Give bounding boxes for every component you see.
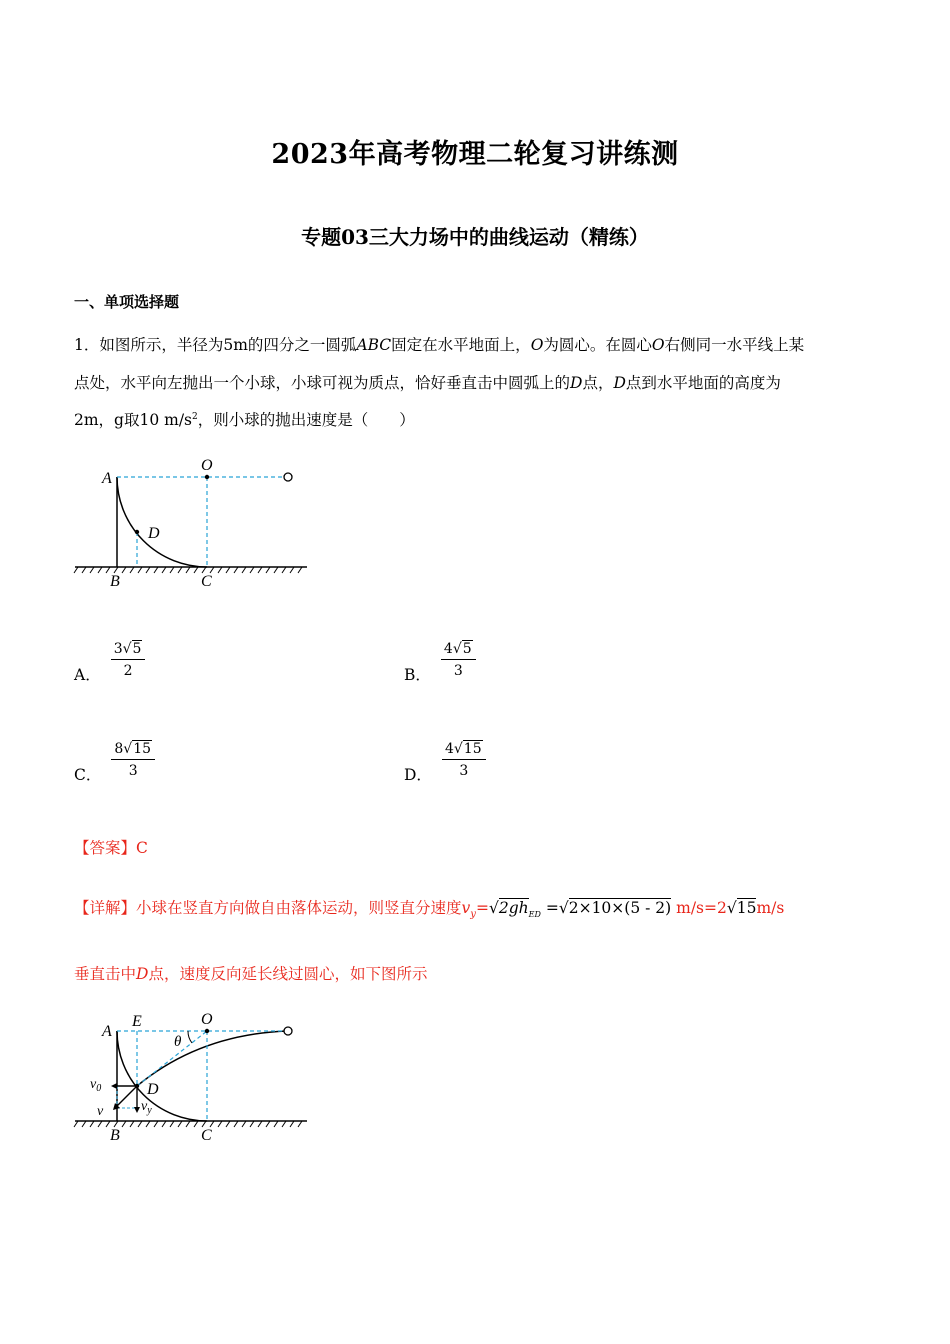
- label-C: C: [201, 1127, 212, 1144]
- label-D: D: [147, 1081, 159, 1098]
- label-B: B: [110, 573, 120, 590]
- option-a[interactable]: A． $\frac{3√5}{2}$: [74, 635, 145, 685]
- question-line-3: 2m，g取10 $m/s^2$，则小球的抛出速度是（ ）: [74, 411, 415, 429]
- answer-line: 【答案】C: [74, 839, 148, 857]
- question-line-2: 点处，水平向左抛出一个小球，小球可视为质点，恰好垂直击中圆弧上的D点，D点到水平地面的高度为: [74, 374, 781, 392]
- label-A: A: [102, 1023, 112, 1040]
- section-heading: 一、单项选择题: [74, 293, 180, 311]
- label-O: O: [201, 1011, 213, 1028]
- formula-sqrt-15: √15: [726, 899, 757, 917]
- label-theta: θ: [174, 1034, 182, 1050]
- label-v: v: [97, 1104, 104, 1119]
- label-E: E: [132, 1013, 142, 1030]
- label-A: A: [102, 470, 112, 487]
- label-B: B: [110, 1127, 120, 1144]
- figure-2-diagram: [70, 1006, 315, 1151]
- formula-sqrt-numeric: √2×10×(5 - 2): [558, 899, 672, 917]
- page-title: 2023年高考物理二轮复习讲练测: [271, 139, 679, 170]
- formula-sqrt-2gh: $√2gh_{ED}$: [488, 899, 541, 920]
- label-D: D: [148, 525, 160, 542]
- explanation-line-2: 垂直击中D点，速度反向延长线过圆心，如下图所示: [74, 965, 428, 983]
- page-subtitle: 专题03三大力场中的曲线运动（精练）: [301, 225, 649, 249]
- explanation-line-1: 【详解】小球在竖直方向做自由落体运动，则竖直分速度$v_y=√2gh_{ED} =√2\times 10\times(5 - 2)$ m/s=2√15m/s: [74, 899, 785, 921]
- option-d[interactable]: D． $\frac{4√15}{3}$: [404, 735, 486, 785]
- label-O: O: [201, 457, 213, 474]
- question-line-1: 1．如图所示，半径为5m的四分之一圆弧ABC固定在水平地面上，O为圆心。在圆心O右侧同一水平线上某: [74, 336, 805, 354]
- option-c[interactable]: C． $\frac{8√15}{3}$: [74, 735, 155, 785]
- label-vy: $v_y$: [141, 1099, 152, 1116]
- label-C: C: [201, 573, 212, 590]
- figure-1-diagram: [70, 452, 315, 592]
- option-b[interactable]: B． $\frac{4√5}{3}$: [404, 635, 476, 685]
- label-v0: $v_0$: [90, 1077, 102, 1094]
